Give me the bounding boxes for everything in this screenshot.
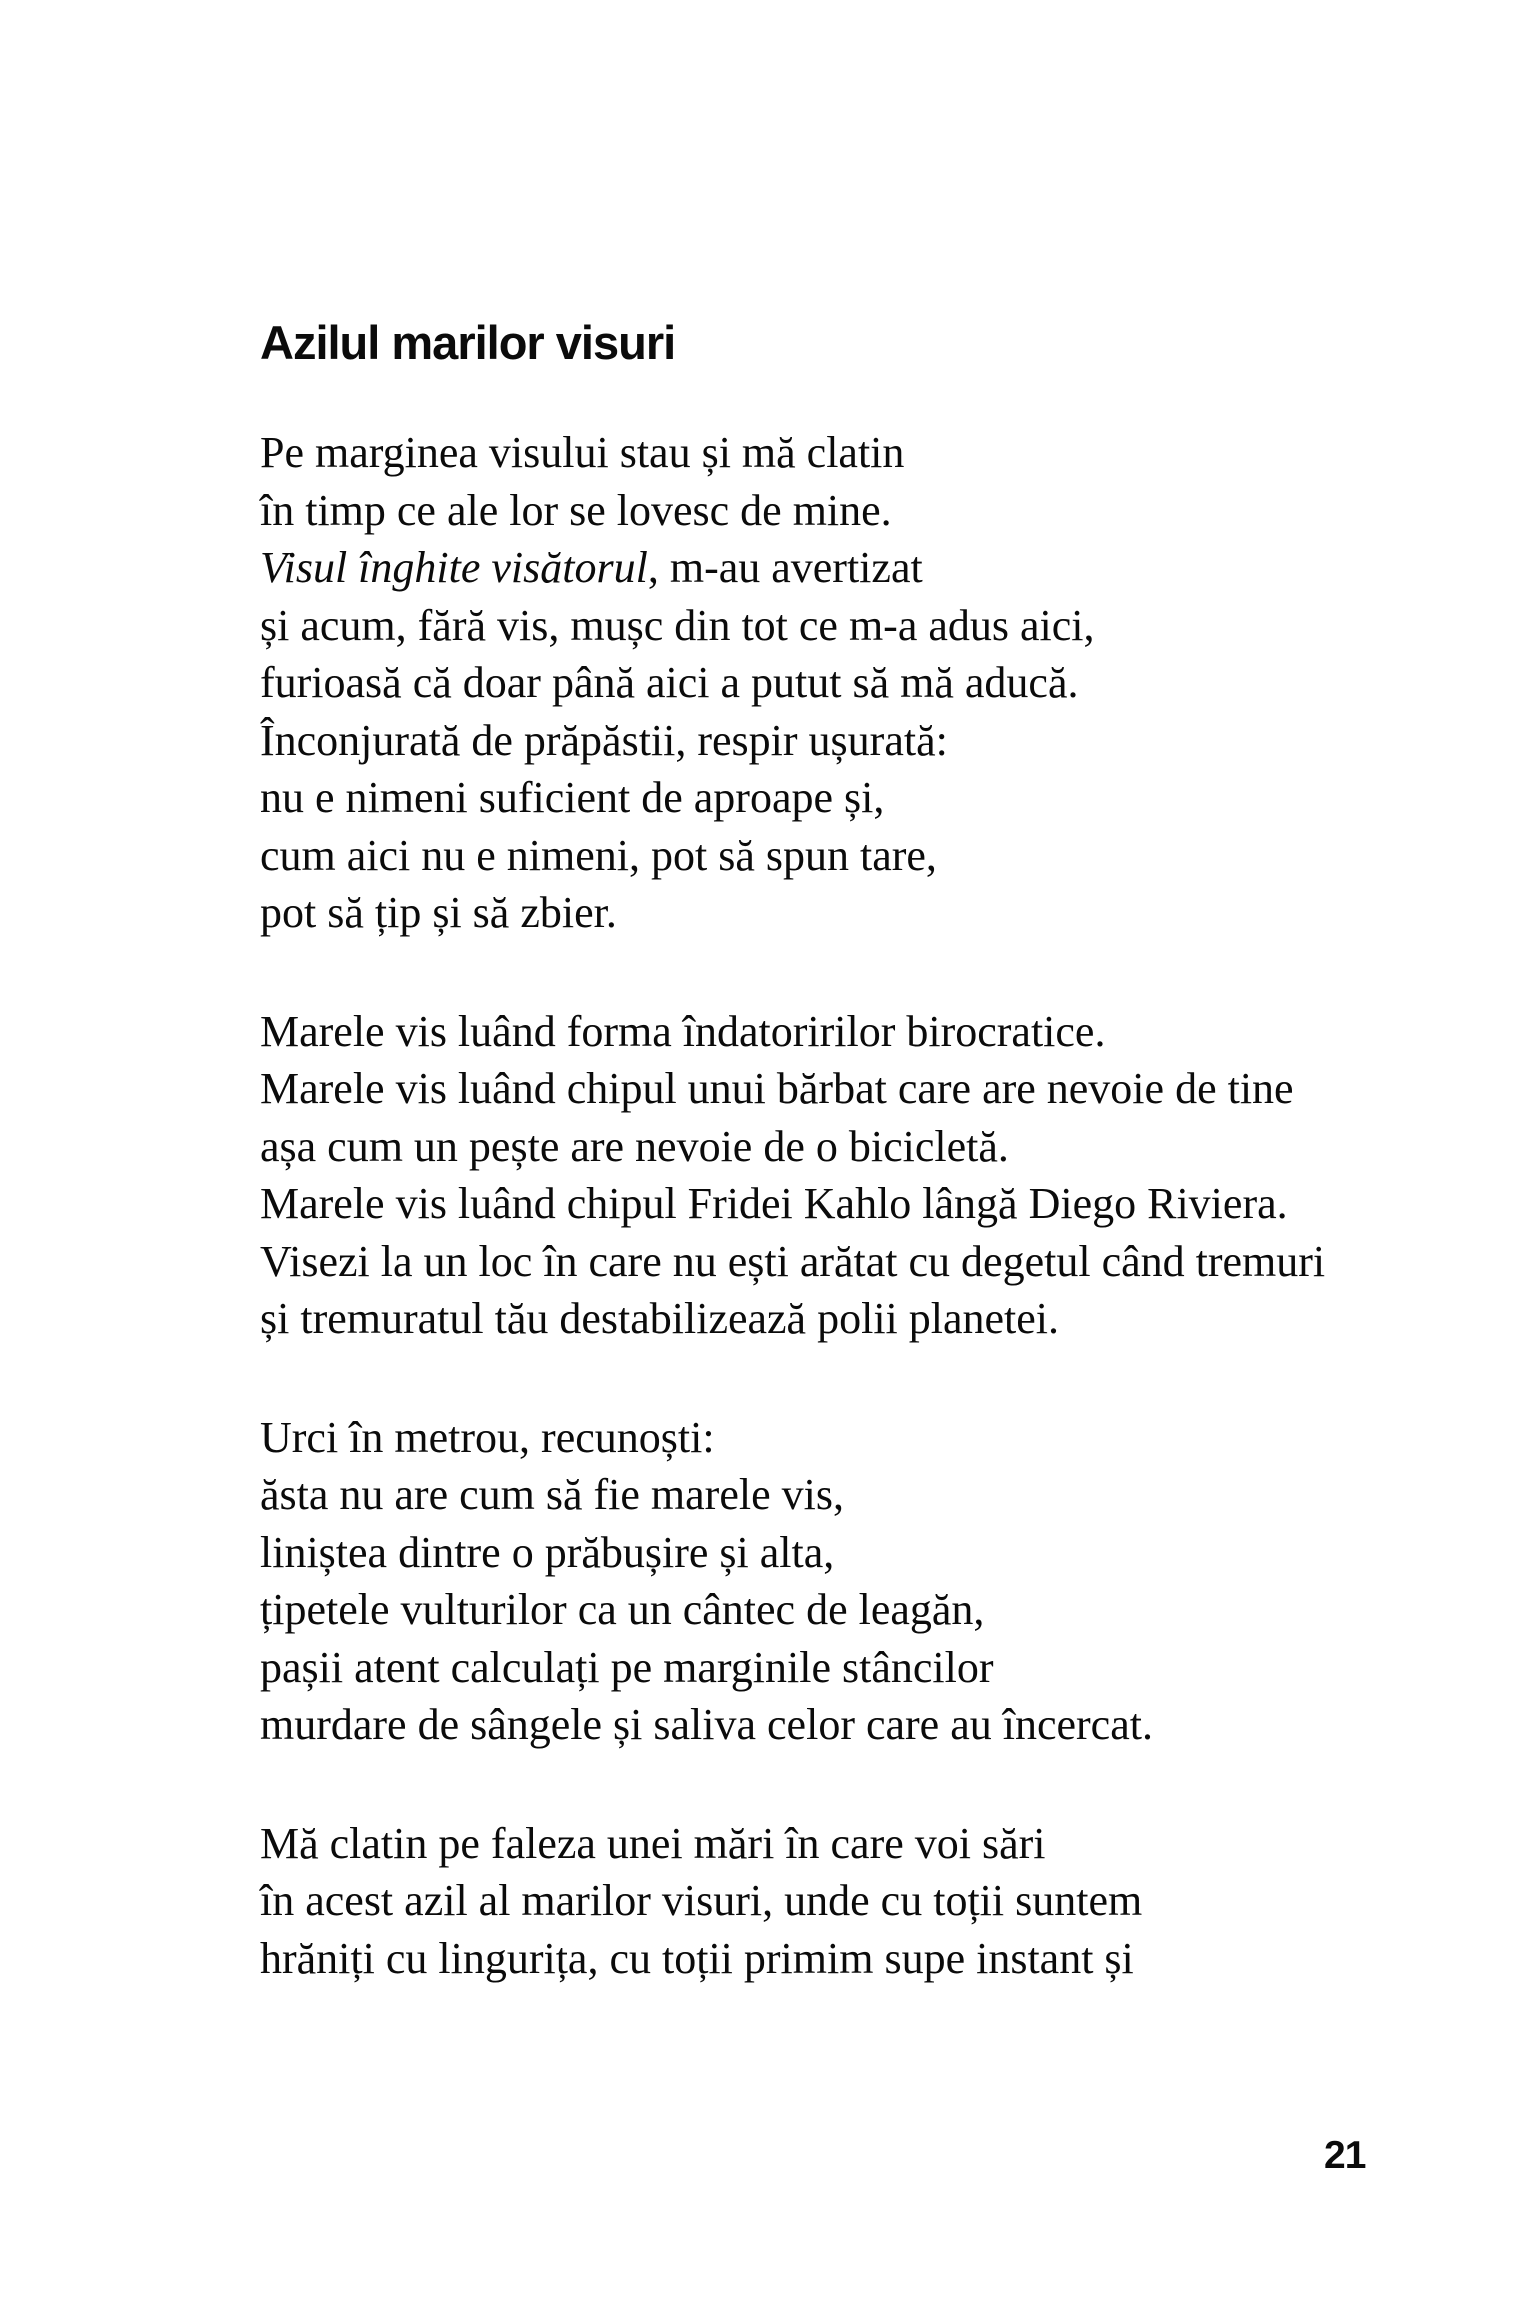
poem-line-segment: , m-au avertizat: [647, 543, 923, 592]
poem-line: Pe marginea visului stau și mă clatin: [260, 428, 905, 477]
poem-line: în timp ce ale lor se lovesc de mine.: [260, 485, 892, 535]
poem-line: nu e nimeni suficient de aproape și,: [260, 773, 885, 822]
poem-line: pașii atent calculați pe marginile stâncilor: [260, 1642, 994, 1692]
poem-line: Visezi la un loc în care nu ești arătat cu degetul când tremuri: [260, 1236, 1326, 1286]
poem-line: și tremuratul tău destabilizează polii planetei.: [260, 1294, 1060, 1343]
poem-line: ăsta nu are cum să fie marele vis,: [260, 1470, 844, 1519]
poem-body: [260, 424, 1325, 2048]
poem-line: așa cum un pește are nevoie de o bicicletă.: [260, 1121, 1009, 1171]
poem-line: pot să țip și să zbier.: [260, 888, 617, 937]
poem-line: murdare de sângele și saliva celor care au încercat.: [260, 1700, 1153, 1749]
poem-line: țipetele vulturilor ca un cântec de leagăn,: [260, 1585, 985, 1634]
poem-title: Azilul marilor visuri: [260, 316, 676, 369]
poem-line: Marele vis luând chipul Fridei Kahlo lângă Diego Riviera.: [260, 1179, 1288, 1228]
poem-line: liniștea dintre o prăbușire și alta,: [260, 1527, 835, 1577]
poem-line: cum aici nu e nimeni, pot să spun tare,: [260, 830, 937, 880]
poem-line: Marele vis luând chipul unui bărbat care are nevoie de tine: [260, 1064, 1294, 1113]
poem-line: furioasă că doar până aici a putut să mă aducă.: [260, 658, 1079, 707]
poem-line: Mă clatin pe faleza unei mări în care voi sări: [260, 1818, 1046, 1868]
stanza-1: [260, 424, 1325, 942]
poem-line: în acest azil al marilor visuri, unde cu toții suntem: [260, 1876, 1143, 1925]
poem-line: Înconjurată de prăpăstii, respir ușurată:: [260, 715, 948, 765]
poem-line: și acum, fără vis, mușc din tot ce m-a adus aici,: [260, 600, 1095, 650]
poem-line: hrăniți cu lingurița, cu toții primim supe instant și: [260, 1933, 1134, 1983]
poem-line-italic-segment: Visul înghite visătorul: [260, 543, 648, 592]
poem-line: Urci în metrou, recunoști:: [260, 1412, 715, 1462]
page-number: 21: [1324, 2134, 1366, 2177]
stanza-4: [260, 1815, 1325, 1988]
stanza-2: [260, 1003, 1325, 1348]
poem-line: Marele vis luând forma îndatoririlor birocratice.: [260, 1006, 1106, 1056]
poem-line: [260, 539, 1325, 597]
stanza-3: [260, 1409, 1325, 1754]
